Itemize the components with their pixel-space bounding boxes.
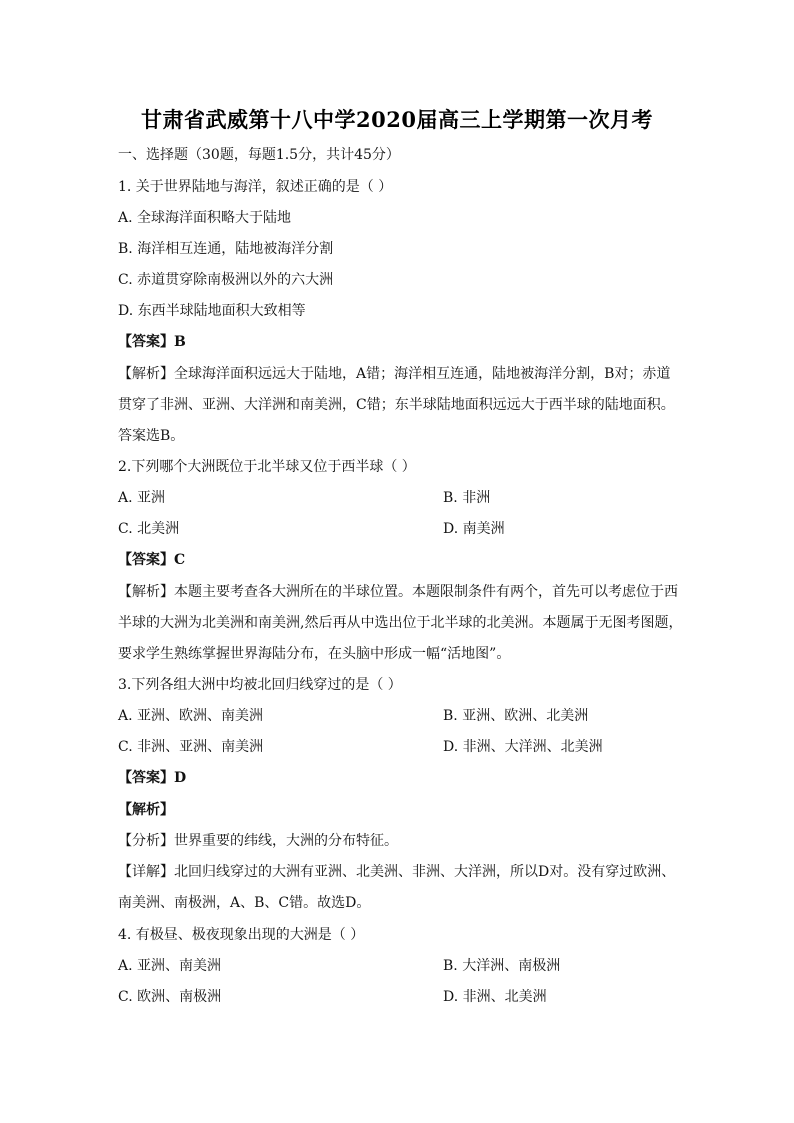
q4-option-b: B. 大洋洲、南极洲 (443, 958, 561, 974)
q1-option-a: A. 全球海洋面积略大于陆地 (118, 210, 292, 226)
q2-analysis-line-3: 要求学生熟练掌握世界海陆分布，在头脑中形成一幅“活地图”。 (118, 646, 511, 662)
q3-option-b: B. 亚洲、欧洲、北美洲 (443, 708, 589, 724)
q1-analysis-line-3: 答案选B。 (118, 428, 185, 444)
q1-analysis-line-2: 贯穿了非洲、亚洲、大洋洲和南美洲，C错；东半球陆地面积远远大于西半球的陆地面积。 (118, 397, 675, 413)
q3-fenxi: 【分析】世界重要的纬线，大洲的分布特征。 (118, 833, 398, 849)
q4-option-a: A. 亚洲、南美洲 (118, 958, 222, 974)
section-heading: 一、选择题（30题，每题1.5分，共计45分） (118, 147, 400, 163)
q2-answer: 【答案】C (118, 552, 186, 568)
q2-option-c: C. 北美洲 (118, 521, 180, 537)
q2-analysis-line-1: 【解析】本题主要考查各大洲所在的半球位置。本题限制条件有两个，首先可以考虑位于西 (118, 584, 678, 600)
q3-answer: 【答案】D (118, 770, 187, 786)
q1-option-c: C. 赤道贯穿除南极洲以外的六大洲 (118, 272, 334, 288)
q1-option-d: D. 东西半球陆地面积大致相等 (118, 303, 306, 319)
q3-option-a: A. 亚洲、欧洲、南美洲 (118, 708, 264, 724)
q3-option-c: C. 非洲、亚洲、南美洲 (118, 739, 264, 755)
q3-xiangjie-line-2: 南美洲、南极洲，A、B、C错。故选D。 (118, 895, 371, 911)
q2-analysis-line-2: 半球的大洲为北美洲和南美洲,然后再从中选出位于北半球的北美洲。本题属于无图考图题， (118, 615, 683, 631)
document-title: 甘肃省武威第十八中学2020届高三上学期第一次月考 (141, 107, 653, 132)
q1-answer: 【答案】B (118, 334, 186, 350)
q2-stem: 2.下列哪个大洲既位于北半球又位于西半球（ ） (118, 459, 416, 475)
q1-option-b: B. 海洋相互连通，陆地被海洋分割 (118, 241, 334, 257)
q4-option-c: C. 欧洲、南极洲 (118, 989, 222, 1005)
q4-option-d: D. 非洲、北美洲 (443, 989, 547, 1005)
q2-option-a: A. 亚洲 (118, 490, 166, 506)
q3-option-d: D. 非洲、大洋洲、北美洲 (443, 739, 603, 755)
q3-stem: 3.下列各组大洲中均被北回归线穿过的是（ ） (118, 677, 402, 693)
q1-analysis-line-1: 【解析】全球海洋面积远远大于陆地，A错；海洋相互连通，陆地被海洋分割，B对；赤道 (118, 366, 671, 382)
q4-stem: 4. 有极昼、极夜现象出现的大洲是（ ） (118, 927, 365, 943)
q3-xiangjie-line-1: 【详解】北回归线穿过的大洲有亚洲、北美洲、非洲、大洋洲，所以D对。没有穿过欧洲、 (118, 864, 676, 880)
q2-option-b: B. 非洲 (443, 490, 491, 506)
q2-option-d: D. 南美洲 (443, 521, 505, 537)
q1-stem: 1. 关于世界陆地与海洋，叙述正确的是（ ） (118, 179, 393, 195)
q3-analysis-heading: 【解析】 (118, 802, 174, 818)
